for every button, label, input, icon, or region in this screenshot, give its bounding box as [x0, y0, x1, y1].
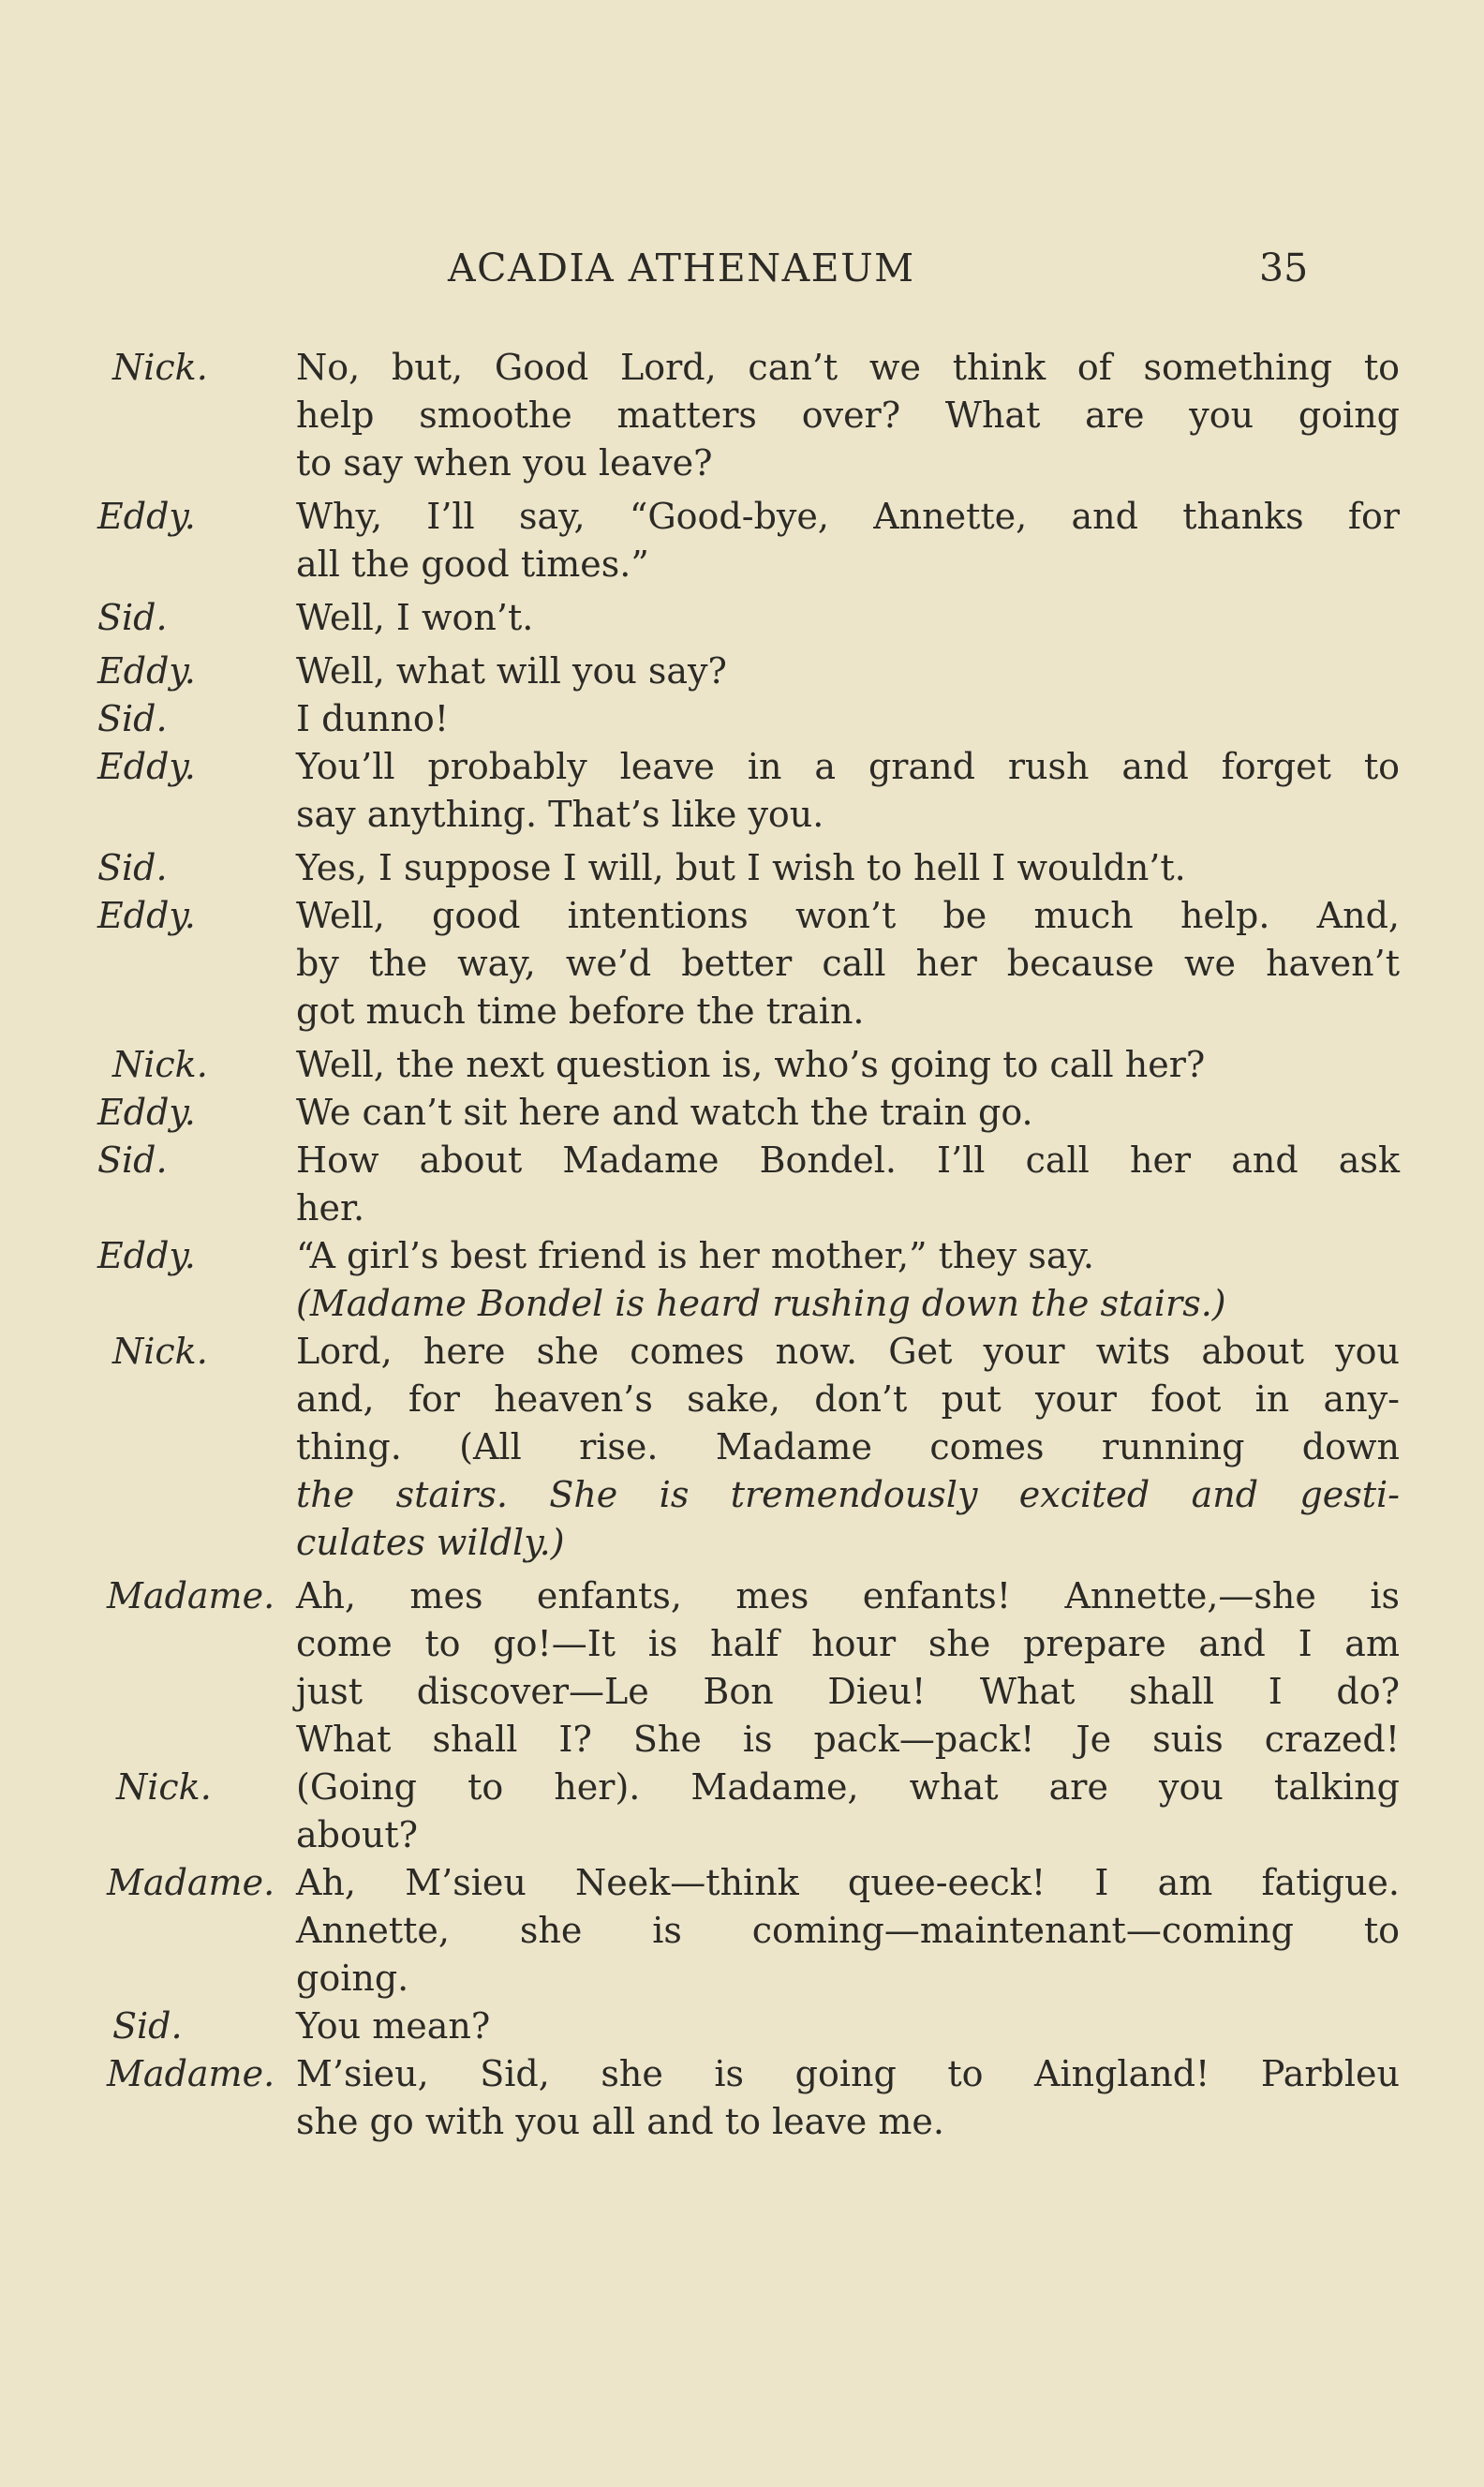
speech-line: No, but, Good Lord, can’t we think of something to — [296, 347, 1400, 388]
speaker-name: Eddy. — [97, 650, 196, 692]
speaker-name: Eddy. — [97, 895, 196, 936]
speech-line: I dunno! — [296, 698, 449, 739]
speech-line: “A girl’s best friend is her mother,” they say. — [296, 1235, 1095, 1276]
speech-text — [296, 1041, 1400, 1089]
dialogue-entry — [97, 844, 1304, 892]
speaker-name: Eddy. — [97, 746, 196, 787]
speech-text — [296, 594, 1400, 642]
dialogue-entry — [97, 1764, 1400, 1859]
speech-line: Ah, mes enfants, mes enfants! Annette,—she is — [296, 1575, 1400, 1616]
speaker-name: Madame. — [107, 1575, 275, 1616]
dialogue-entry — [97, 2050, 1400, 2146]
speaker-name: Sid. — [97, 597, 168, 638]
speech-line: come to go!—It is half hour she prepare and I am — [296, 1623, 1400, 1664]
running-header — [0, 246, 1484, 302]
speech-text — [296, 844, 1400, 892]
speaker-name: Eddy. — [97, 1235, 196, 1276]
speech-text — [296, 1328, 1400, 1567]
speech-line: Lord, here she comes now. Get your wits about you — [296, 1331, 1400, 1372]
speech-line: You’ll probably leave in a grand rush and forget to — [296, 746, 1400, 787]
speech-text — [296, 648, 1400, 695]
speech-line: and, for heaven’s sake, don’t put your foot in any- — [296, 1378, 1400, 1420]
speaker-name: Eddy. — [97, 496, 196, 537]
dialogue-entry — [97, 1859, 1400, 2003]
speech-line: about? — [296, 1814, 418, 1855]
dialogue-entry — [97, 743, 1400, 839]
dialogue-entry — [97, 1328, 1400, 1567]
dialogue-entry — [97, 1232, 1304, 1328]
dialogue-entry — [97, 1137, 1400, 1232]
speaker-name: Madame. — [107, 1862, 275, 1903]
speaker-name: Nick. — [112, 347, 208, 388]
speech-line: help smoothe matters over? What are you going — [296, 395, 1400, 436]
speaker-name: Madame. — [107, 2053, 275, 2094]
speech-text — [296, 1859, 1400, 2003]
stage-direction: (Madame Bondel is heard rushing down the stairs.) — [296, 1283, 1226, 1324]
dialogue-entry — [97, 695, 1304, 743]
speech-line: M’sieu, Sid, she is going to Aingland! Parbleu — [296, 2053, 1400, 2094]
speech-text — [296, 344, 1400, 487]
speech-line: Well, I won’t. — [296, 597, 534, 638]
speech-line: (Going to her). Madame, what are you talking — [296, 1766, 1400, 1808]
speech-line: Why, I’ll say, “Good-bye, Annette, and thanks for — [296, 496, 1400, 537]
speaker-name: Sid. — [97, 698, 168, 739]
speaker-name: Sid. — [97, 847, 168, 888]
dialogue-entry — [97, 594, 1304, 642]
speech-line: We can’t sit here and watch the train go. — [296, 1092, 1033, 1133]
speech-line: her. — [296, 1187, 365, 1229]
dialogue-entry — [97, 493, 1400, 588]
speech-line: Annette, she is coming—maintenant—coming to — [296, 1910, 1400, 1951]
speech-line: How about Madame Bondel. I’ll call her and ask — [296, 1139, 1400, 1181]
speech-line: by the way, we’d better call her because we haven’t — [296, 943, 1400, 984]
speech-text — [296, 1764, 1400, 1859]
speech-text — [296, 1137, 1400, 1232]
speech-text — [296, 892, 1400, 1035]
speech-line: to say when you leave? — [296, 442, 713, 484]
play-script — [97, 344, 1400, 2146]
dialogue-entry — [97, 1041, 1304, 1089]
speech-text — [296, 743, 1400, 839]
page-header-title: ACADIA ATHENAEUM — [448, 246, 915, 290]
speech-line: thing. (All rise. Madame comes running down — [296, 1426, 1400, 1467]
speech-line: Well, the next question is, who’s going to call her? — [296, 1044, 1206, 1085]
speech-line: You mean? — [296, 2005, 491, 2047]
speech-line: Well, what will you say? — [296, 650, 727, 692]
speaker-name: Nick. — [112, 1044, 208, 1085]
speech-line: all the good times.” — [296, 544, 649, 585]
page-number: 35 — [1259, 246, 1309, 290]
stage-direction: the stairs. She is tremendously excited and gesti- — [296, 1474, 1400, 1515]
dialogue-entry — [97, 1572, 1400, 1764]
speaker-name: Nick. — [116, 1766, 212, 1808]
dialogue-entry — [97, 2003, 1304, 2050]
speech-text — [296, 493, 1400, 588]
speech-text — [296, 2050, 1400, 2146]
dialogue-entry — [97, 344, 1400, 487]
dialogue-entry — [97, 1089, 1304, 1137]
speech-line: What shall I? She is pack—pack! Je suis crazed! — [296, 1719, 1400, 1760]
speech-line: Ah, M’sieu Neek—think quee-eeck! I am fatigue. — [296, 1862, 1400, 1903]
speech-text — [296, 695, 1400, 743]
speaker-name: Nick. — [112, 1331, 208, 1372]
speaker-name: Eddy. — [97, 1092, 196, 1133]
stage-direction: culates wildly.) — [296, 1522, 565, 1563]
speech-line: she go with you all and to leave me. — [296, 2101, 944, 2142]
speaker-name: Sid. — [112, 2005, 183, 2047]
speech-line: just discover—Le Bon Dieu! What shall I do? — [296, 1671, 1400, 1712]
dialogue-entry — [97, 892, 1400, 1035]
speech-text — [296, 2003, 1400, 2050]
speech-line: going. — [296, 1958, 409, 1999]
speech-text — [296, 1089, 1400, 1137]
speech-line: got much time before the train. — [296, 990, 865, 1032]
dialogue-entry — [97, 648, 1304, 695]
speech-text — [296, 1232, 1400, 1328]
speech-line: say anything. That’s like you. — [296, 794, 824, 835]
speaker-name: Sid. — [97, 1139, 168, 1181]
speech-line: Well, good intentions won’t be much help. And, — [296, 895, 1400, 936]
speech-text — [296, 1572, 1400, 1764]
speech-line: Yes, I suppose I will, but I wish to hell I wouldn’t. — [296, 847, 1186, 888]
